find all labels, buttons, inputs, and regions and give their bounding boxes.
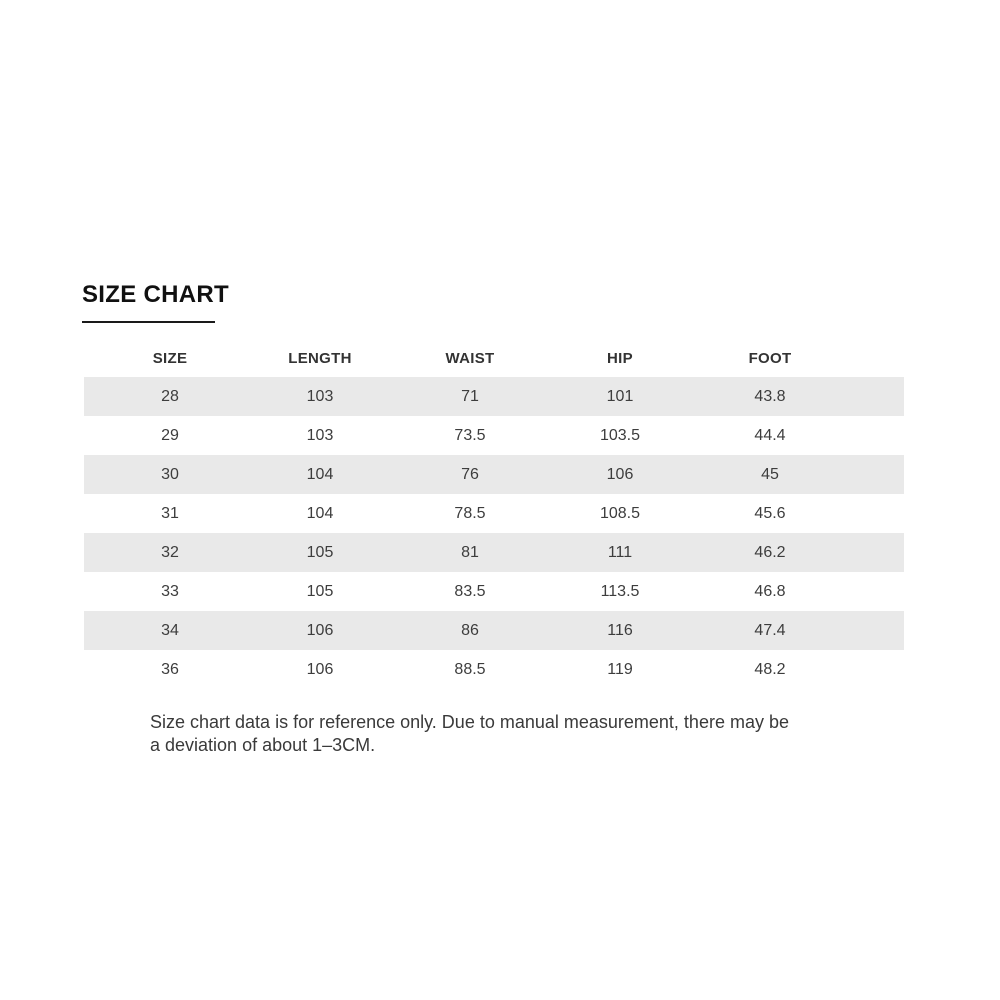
- table-cell: 30: [161, 465, 179, 483]
- table-row-size-33: [84, 572, 904, 611]
- table-body: [84, 377, 904, 689]
- table-row-size-34: [84, 611, 904, 650]
- column-header-length: LENGTH: [288, 349, 352, 367]
- table-row-size-30: [84, 455, 904, 494]
- table-cell: 33: [161, 582, 179, 600]
- table-cell: 106: [306, 621, 334, 639]
- table-cell: 31: [161, 504, 179, 522]
- table-cell: 76: [461, 465, 479, 483]
- table-cell: 111: [607, 543, 633, 561]
- table-cell: 108.5: [599, 504, 641, 522]
- table-cell: 116: [607, 621, 633, 639]
- column-header-waist: WAIST: [445, 349, 495, 367]
- table-cell: 48.2: [754, 660, 786, 678]
- table-row-size-28: [84, 377, 904, 416]
- table-row-size-32: [84, 533, 904, 572]
- table-cell: 78.5: [454, 504, 486, 522]
- footnote-text: Size chart data is for reference only. Due to manual measurement, there may be a deviation of about 1–3CM.: [150, 712, 789, 755]
- table-cell: 47.4: [754, 621, 786, 639]
- table-cell: 46.8: [754, 582, 786, 600]
- table-cell: 106: [606, 465, 634, 483]
- page-title: SIZE CHART: [82, 281, 229, 308]
- table-cell: 83.5: [454, 582, 486, 600]
- table-cell: 46.2: [754, 543, 786, 561]
- table-cell: 119: [607, 660, 633, 678]
- table-cell: 101: [606, 387, 634, 405]
- table-cell: 104: [306, 465, 334, 483]
- table-cell: 104: [306, 504, 334, 522]
- table-cell: 105: [306, 582, 334, 600]
- table-cell: 28: [161, 387, 179, 405]
- table-cell: 71: [461, 387, 479, 405]
- table-row-size-36: [84, 650, 904, 689]
- table-cell: 105: [306, 543, 334, 561]
- column-header-foot: FOOT: [748, 349, 792, 367]
- column-header-hip: HIP: [607, 349, 633, 367]
- table-cell: 45.6: [754, 504, 786, 522]
- table-cell: 103: [306, 387, 334, 405]
- title-underline: [82, 321, 215, 323]
- table-cell: 88.5: [454, 660, 486, 678]
- table-cell: 86: [461, 621, 479, 639]
- table-cell: 81: [461, 543, 479, 561]
- table-cell: 103: [306, 426, 334, 444]
- table-cell: 29: [161, 426, 179, 444]
- table-cell: 44.4: [754, 426, 786, 444]
- table-cell: 113.5: [600, 582, 640, 600]
- table-cell: 45: [761, 465, 779, 483]
- table-cell: 103.5: [599, 426, 641, 444]
- table-cell: 73.5: [454, 426, 486, 444]
- table-cell: 106: [306, 660, 334, 678]
- table-cell: 32: [161, 543, 179, 561]
- table-cell: 36: [161, 660, 179, 678]
- table-cell: 43.8: [754, 387, 786, 405]
- title-block: [82, 281, 229, 323]
- column-header-size: SIZE: [152, 349, 188, 367]
- table-header-row: [84, 339, 904, 377]
- table-row-size-31: [84, 494, 904, 533]
- size-table: [84, 339, 904, 689]
- table-row-size-29: [84, 416, 904, 455]
- table-cell: 34: [161, 621, 179, 639]
